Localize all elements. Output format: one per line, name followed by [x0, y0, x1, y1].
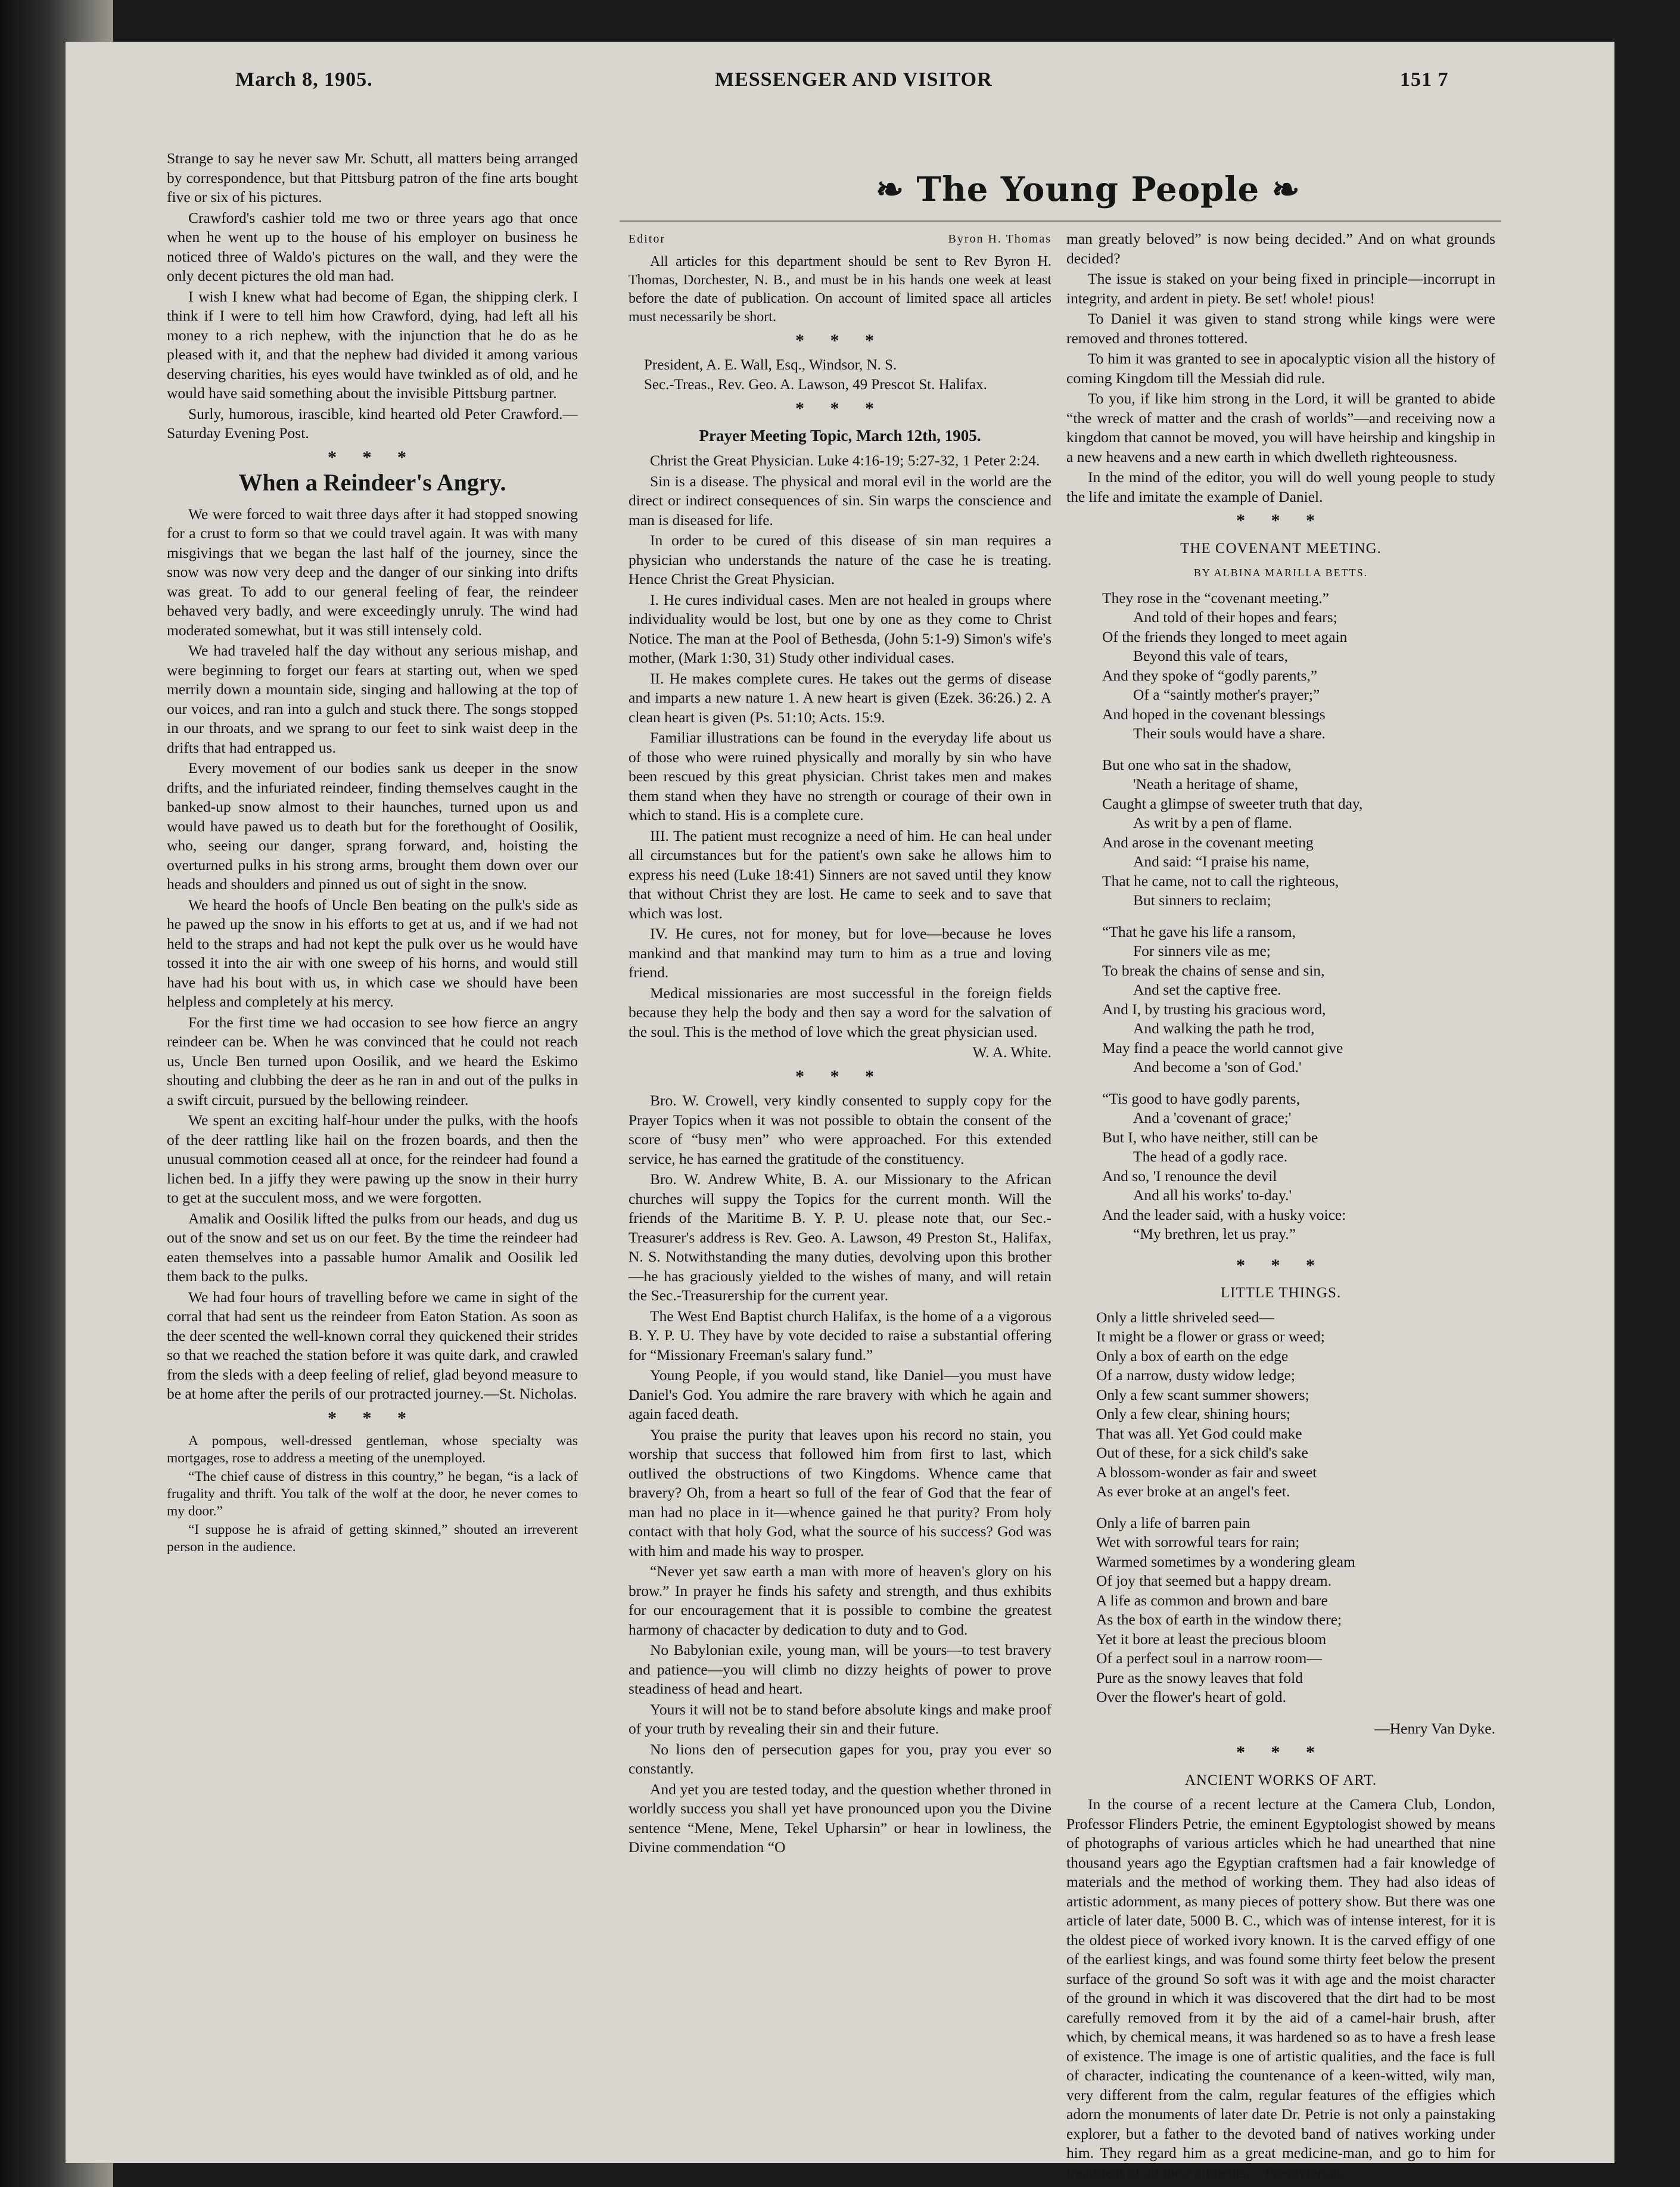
section-separator: * * *	[1236, 1255, 1326, 1275]
paragraph: In the course of a recent lecture at the Camera Club, London, Professor Flinders Petrie, the eminent Egyptologist showed by means of photographs of various articles which he had unearthed that nine thousand years ago the Egyptian craftsmen had a fair knowledge of materials and the method of working them. They had also ideas of artistic adornment, as many pieces of pottery show. But there was one article of later date, 5000 B. C., which was of intense interest, for it is the oldest piece of worked ivory known. It is the carved effigy of one of the earliest kings, and was found some thirty feet below the present surface of the ground So soft was it with age and the moist character of the ground in which it was discovered that the dirt had to be most carefully removed from it by the aid of a camel-hair brush, after which, by chemical means, it was hardened so as to have a fresh lease of existence. The image is one of artistic qualities, and the face is full of character, indicating the countenance of a keen-witted, wily man, very different from the calm, regular features of the effigies which adorn the monuments of later date Dr. Petrie is not only a painstaking explorer, but a father to the devoted band of natives working under him. They regard him as a great medicine-man, and go to him for treatment of all their ailments.—Presbyterian.	[1066, 1795, 1495, 2181]
poem-line: That he came, not to call the righteous,	[1102, 872, 1339, 890]
stanza	[1102, 1089, 1495, 1244]
poem-line: And so, 'I renounce the devil	[1102, 1167, 1277, 1185]
section-separator: * * *	[1236, 511, 1326, 530]
paragraph: We heard the hoofs of Uncle Ben beating on the pulk's side as he pawed up the snow in his efforts to get at us, and if we had not held to the straps and had not kept the pulk over us he would have tossed it into the air with one sweep of his horns, and would still have had his bout with us, in which case we should have been helpless and completely at his mercy.	[167, 896, 578, 1010]
paragraph: man greatly beloved” is now being decided.” And on what grounds decided?	[1066, 230, 1495, 267]
poem-title: THE COVENANT MEETING.	[1180, 540, 1382, 557]
paragraph: Young People, if you would stand, like Daniel—you must have Daniel's God. You admire the rare bravery with which he again and again faced death.	[629, 1366, 1051, 1422]
stanza	[1096, 1308, 1495, 1502]
paragraph: “I suppose he is afraid of getting skinned,” shouted an irreverent person in the audience.	[167, 1522, 578, 1555]
poem-line: And the leader said, with a husky voice:	[1102, 1206, 1346, 1223]
paragraph: IV. He cures, not for money, but for love—because he loves mankind and that mankind may turn to him as a true and loving friend.	[629, 925, 1051, 981]
poem-line: And all his works' to-day.'	[1133, 1186, 1292, 1204]
paper-name: MESSENGER AND VISITOR	[715, 69, 993, 91]
section-separator: * * *	[328, 447, 417, 467]
poem-line: Pure as the snowy leaves that fold	[1096, 1669, 1303, 1686]
poem-line: Warmed sometimes by a wondering gleam	[1096, 1552, 1355, 1570]
poem-line: That was all. Yet God could make	[1096, 1424, 1302, 1442]
paragraph: I. He cures individual cases. Men are not healed in groups where individuality would be lost, but one by one as they come to Christ Notice. The man at the Pool of Bethesda, (John 5:1-9) Simon's wife's mother, (Mark 1:30, 31) Study other individual cases.	[629, 591, 1051, 666]
poem-line: “My brethren, let us pray.”	[1133, 1225, 1296, 1242]
paragraph: A pompous, well-dressed gentleman, whose specialty was mortgages, rose to address a meeting of the unemployed.	[167, 1433, 578, 1466]
stanza	[1102, 922, 1495, 1077]
poem-covenant	[1102, 589, 1495, 1244]
article-title: When a Reindeer's Angry.	[238, 469, 506, 496]
paragraph: Familiar illustrations can be found in the everyday life about us of those who were ruined physically and morally by sin who have been rescued by this great physician. Christ takes men and makes them stand when they have no strength or courage of their own in which to stand. His is a complete cure.	[629, 729, 1051, 824]
poem-line: The head of a godly race.	[1133, 1148, 1288, 1165]
poem-line: To break the chains of sense and sin,	[1102, 961, 1325, 979]
editor-label: Editor	[629, 232, 665, 246]
poem-line: Over the flower's heart of gold.	[1096, 1688, 1286, 1706]
poem-line: Caught a glimpse of sweeter truth that day,	[1102, 794, 1363, 812]
poem-line: It might be a flower or grass or weed;	[1096, 1328, 1325, 1345]
poem-line: And said: “I praise his name,	[1133, 853, 1310, 870]
poem-line: “That he gave his life a ransom,	[1102, 922, 1296, 940]
section-separator: * * *	[795, 1066, 885, 1086]
poem-line: And they spoke of “godly parents,”	[1102, 666, 1318, 684]
paragraph: I wish I knew what had become of Egan, the shipping clerk. I think if I were to tell him how Crawford, dying, had left all his money to a rich nephew, with the injunction that he do as he pleased with it, and that the nephew had divided it among various deserving charities, his eyes would have twinkled as of old, and he would have said something about the invisible Pittsburg partner.	[167, 287, 578, 402]
paragraph: The West End Baptist church Halifax, is the home of a a vigorous B. Y. P. U. They have by vote decided to raise a substantial offering for “Missionary Freeman's salary fund.”	[629, 1307, 1051, 1363]
poem-line: 'Neath a heritage of shame,	[1133, 775, 1299, 793]
poem-line: Of a “saintly mother's prayer;”	[1133, 686, 1320, 703]
paragraph: Sin is a disease. The physical and moral evil in the world are the direct or indirect consequences of sin. Sin warps the conscience and man is diseased for life.	[629, 472, 1051, 529]
poem-line: Out of these, for a sick child's sake	[1096, 1444, 1308, 1461]
poem-little-things	[1096, 1308, 1495, 1707]
paragraph: In the mind of the editor, you will do well young people to study the life and imitate the example of Daniel.	[1066, 468, 1495, 505]
poem-line: A life as common and brown and bare	[1096, 1591, 1328, 1609]
paragraph: Crawford's cashier told me two or three years ago that once when he went up to the house of his employer on business he noticed three of Waldo's pictures on the wall, and they were the only decent pictures the old man had.	[167, 209, 578, 284]
poem-line: And become a 'son of God.'	[1133, 1058, 1302, 1076]
poem-line: Only a life of barren pain	[1096, 1514, 1250, 1531]
paragraph: No Babylonian exile, young man, will be yours—to test bravery and patience—you will climb no dizzy heights of power to prove steadiness of head and heart.	[629, 1641, 1051, 1697]
poem-line: Only a few scant summer showers;	[1096, 1385, 1309, 1403]
poem-line: Only a little shriveled seed—	[1096, 1308, 1274, 1326]
paragraph: II. He makes complete cures. He takes out the germs of disease and imparts a new nature 1. A new heart is given (Ezek. 36:26.) 2. A clean heart is given (Ps. 51:10; Acts. 15:9.	[629, 669, 1051, 726]
paragraph: Bro. W. Crowell, very kindly consented to supply copy for the Prayer Topics when it was not possible to obtain the consent of the score of “busy men” who were approached. For this extended service, he has earned the gratitude of the constituency.	[629, 1092, 1051, 1167]
poem-line: But I, who have neither, still can be	[1102, 1128, 1318, 1146]
poem-line: As ever broke at an angel's feet.	[1096, 1483, 1290, 1500]
stanza	[1102, 756, 1495, 911]
poem-line: May find a peace the world cannot give	[1102, 1039, 1343, 1057]
issue-date: March 8, 1905.	[235, 69, 373, 91]
poem-line: Of the friends they longed to meet again	[1102, 627, 1348, 645]
signature: W. A. White.	[972, 1043, 1051, 1061]
section-separator: * * *	[1236, 1742, 1326, 1762]
poem-line: As writ by a pen of flame.	[1133, 814, 1292, 831]
poem-line: Of joy that seemed but a happy dream.	[1096, 1572, 1332, 1589]
paragraph: You praise the purity that leaves upon his record no stain, you worship that success that followed him from first to last, which outlived the obstructions of two Kingdoms. Whence came that bravery? Oh, from a heart so full of the fear of God that the fear of man had no place in it—whence gained he that purity? From holy contact with that holy God, what the source of his success? God was with him and made his way to prosper.	[629, 1425, 1051, 1560]
poem-line: And a 'covenant of grace;'	[1133, 1109, 1292, 1126]
column-1	[167, 149, 578, 1557]
paragraph: No lions den of persecution gapes for you, pray you ever so constantly.	[629, 1740, 1051, 1777]
poem-line: And set the captive free.	[1133, 981, 1281, 998]
paragraph: Bro. W. Andrew White, B. A. our Missionary to the African churches will suppy the Topics for the current month. Will the friends of the Maritime B. Y. P. U. please note that, our Sec.-Treasurer's address is Rev. Geo. A. Lawson, 49 Preston St., Halifax, N. S. Notwithstanding the many duties, devolving upon this brother—he has graciously yielded to the wishes of many, and will retain the Sec.-Treasurership for the current year.	[629, 1170, 1051, 1304]
poem-line: And walking the path he trod,	[1133, 1020, 1315, 1037]
topic-title: Prayer Meeting Topic, March 12th, 1905.	[699, 426, 981, 445]
poem-author: BY ALBINA MARILLA BETTS.	[1193, 567, 1368, 579]
paragraph: III. The patient must recognize a need of him. He can heal under all circumstances but for the patient's own sake he allows him to express his need (Luke 18:41) Sinners are not saved until they know that without Christ they are lost. He came to seek and to save that which was lost.	[629, 827, 1051, 922]
poem-line: Only a few clear, shining hours;	[1096, 1405, 1291, 1422]
paragraph: Medical missionaries are most successful in the foreign fields because they help the body and then say a word for the salvation of the soul. This is the method of love which the great physician used.	[629, 984, 1051, 1040]
poem-line: Of a narrow, dusty widow ledge;	[1096, 1366, 1296, 1384]
column-3	[1066, 229, 1495, 2183]
poem-line: And arose in the covenant meeting	[1102, 833, 1314, 851]
paragraph: Every movement of our bodies sank us deeper in the snow drifts, and the infuriated reindeer, finding themselves caught in the banked-up snow almost to their haunches, turned upon us and would have pawed us to death but for the forethought of Oosilik, who, seeing our danger, sprang forward, and, hoisting the overturned pulks in his strong arms, brought them down over our heads and shoulders and pinned us out of sight in the snow.	[167, 759, 578, 893]
signature: —Henry Van Dyke.	[1374, 1719, 1495, 1737]
poem-line: Only a box of earth on the edge	[1096, 1347, 1289, 1365]
poem-line: And I, by trusting his gracious word,	[1102, 1000, 1326, 1018]
secretary-line: Sec.-Treas., Rev. Geo. A. Lawson, 49 Prescot St. Halifax.	[644, 377, 987, 393]
paragraph: We were forced to wait three days after it had stopped snowing for a crust to form so that we could travel again. It was with many misgivings that we began the last half of the journey, since the snow was now very deep and the danger of our sinking into drifts was great. To add to our general feeling of fear, the reindeer behaved very badly, and were exceedingly unruly. The wind had moderated somewhat, but it was still intensely cold.	[167, 505, 578, 639]
section-separator: * * *	[795, 399, 885, 418]
poem-line: Wet with sorrowful tears for rain;	[1096, 1533, 1300, 1551]
poem-line: Beyond this vale of tears,	[1133, 647, 1288, 664]
paragraph: The issue is staked on your being fixed in principle—incorrupt in integrity, and ardent in piety. Be set! whole! pious!	[1066, 270, 1495, 307]
paragraph: All articles for this department should be sent to Rev Byron H. Thomas, Dorchester, N. B., and must be in his hands one week at least before the date of publication. On account of limited space all articles must necessarily be short.	[629, 253, 1051, 325]
president-line: President, A. E. Wall, Esq., Windsor, N. S.	[644, 357, 897, 373]
poem-line: But one who sat in the shadow,	[1102, 756, 1292, 773]
paragraph: In order to be cured of this disease of sin man requires a physician who understands the nature of the case he is treating. Hence Christ the Great Physician.	[629, 532, 1051, 588]
paragraph: Yours it will not be to stand before absolute kings and make proof of your truth by revealing their sin and their future.	[629, 1700, 1051, 1737]
paragraph: Surly, humorous, irascible, kind hearted old Peter Crawford.—Saturday Evening Post.	[167, 405, 578, 442]
paragraph: For the first time we had occasion to see how fierce an angry reindeer can be. When he was convinced that he could not reach us, Uncle Ben turned upon Oosilik, and we heard the Eskimo shouting and clubbing the deer as he ran in and out of the pulks in a swift circuit, pursued by the bellowing reindeer.	[167, 1013, 578, 1108]
poem-line: A blossom-wonder as fair and sweet	[1096, 1463, 1317, 1481]
section-separator: * * *	[328, 1408, 417, 1428]
stanza	[1096, 1514, 1495, 1707]
editor-name: Byron H. Thomas	[948, 232, 1051, 246]
poem-line: Of a perfect soul in a narrow room—	[1096, 1649, 1322, 1667]
editor-line	[629, 229, 1051, 249]
masthead-rule	[620, 220, 1501, 222]
poem-line: And hoped in the covenant blessings	[1102, 705, 1326, 723]
poem-line: And told of their hopes and fears;	[1133, 608, 1337, 626]
paragraph: To him it was granted to see in apocalyptic vision all the history of coming Kingdom till the Messiah did rule.	[1066, 350, 1495, 387]
paragraph: Strange to say he never saw Mr. Schutt, all matters being arranged by correspondence, but that Pittsburg patron of the fine arts bought five or six of his pictures.	[167, 150, 578, 206]
paragraph: We spent an exciting half-hour under the pulks, with the hoofs of the deer rattling like hail on the frozen boards, and then the unusual commotion ceased all at once, for the reindeer had found a lichen bed. In a jiffy they were pawing up the snow in their hurry to get at the succulent moss, and we were forgotten.	[167, 1111, 578, 1206]
poem-line: But sinners to reclaim;	[1133, 891, 1271, 909]
topic-reference: Christ the Great Physician. Luke 4:16-19; 5:27-32, 1 Peter 2:24.	[650, 452, 1040, 469]
poem-title: LITTLE THINGS.	[1220, 1285, 1342, 1301]
poem-line: Their souls would have a share.	[1133, 725, 1326, 742]
paragraph: “The chief cause of distress in this country,” he began, “is a lack of frugality and thrift. You talk of the wolf at the door, he never comes to my door.”	[167, 1469, 578, 1519]
paragraph: And yet you are tested today, and the question whether throned in worldly success you shall yet have pronounced upon you the Divine sentence “Mene, Mene, Tekel Upharsin” or hear in lowliness, the Divine commendation “O	[629, 1780, 1051, 1856]
section-masthead: ❧ The Young People ❧	[876, 170, 1301, 209]
paragraph: To you, if like him strong in the Lord, it will be granted to abide “the wreck of matter and the crash of worlds”—and receiving now a kingdom that cannot be moved, you will have heirship and kingship in a new heavens and a new earth in which dwelleth righteousness.	[1066, 390, 1495, 465]
paragraph: We had four hours of travelling before we came in sight of the corral that had sent us the reindeer from Eaton Station. As soon as the deer scented the well-known corral they quickened their strides so that we reached the station before it was quite dark, and crawled from the sleds with a deep feeling of relief, glad beyond measure to be at home after the perils of our protracted journey.—St. Nicholas.	[167, 1288, 578, 1402]
section-separator: * * *	[795, 330, 885, 350]
poem-line: “Tis good to have godly parents,	[1102, 1089, 1300, 1107]
poem-line: For sinners vile as me;	[1133, 942, 1271, 959]
paragraph: We had traveled half the day without any serious mishap, and were beginning to forget our fears at starting out, when we sped merrily down a mountain side, singing and hallowing at the top of our voices, and ran into a gulch and stuck there. The songs stopped in our throats, and we sprang to our feet to sink waist deep in the drifts that had entrapped us.	[167, 642, 578, 756]
poem-line: As the box of earth in the window there;	[1096, 1611, 1342, 1628]
poem-line: They rose in the “covenant meeting.”	[1102, 589, 1329, 607]
paragraph: To Daniel it was given to stand strong while kings were were removed and thrones tottered.	[1066, 310, 1495, 347]
paragraph: “Never yet saw earth a man with more of heaven's glory on his brow.” In prayer he finds his safety and strength, and thus exhibits for our encouragement that it is possible to combine the greatest harmony of chacacter by dedication to duty and to God.	[629, 1562, 1051, 1638]
page-number: 151 7	[1400, 69, 1449, 91]
paragraph: Amalik and Oosilik lifted the pulks from our heads, and dug us out of the snow and set us on our feet. By the time the reindeer had eaten themselves into a passable humor Amalik and Oosilik led them back to the pulks.	[167, 1209, 578, 1285]
poem-line: Yet it bore at least the precious bloom	[1096, 1630, 1327, 1648]
article-title: ANCIENT WORKS OF ART.	[1184, 1772, 1377, 1788]
column-2	[629, 229, 1051, 1859]
stanza	[1102, 589, 1495, 744]
